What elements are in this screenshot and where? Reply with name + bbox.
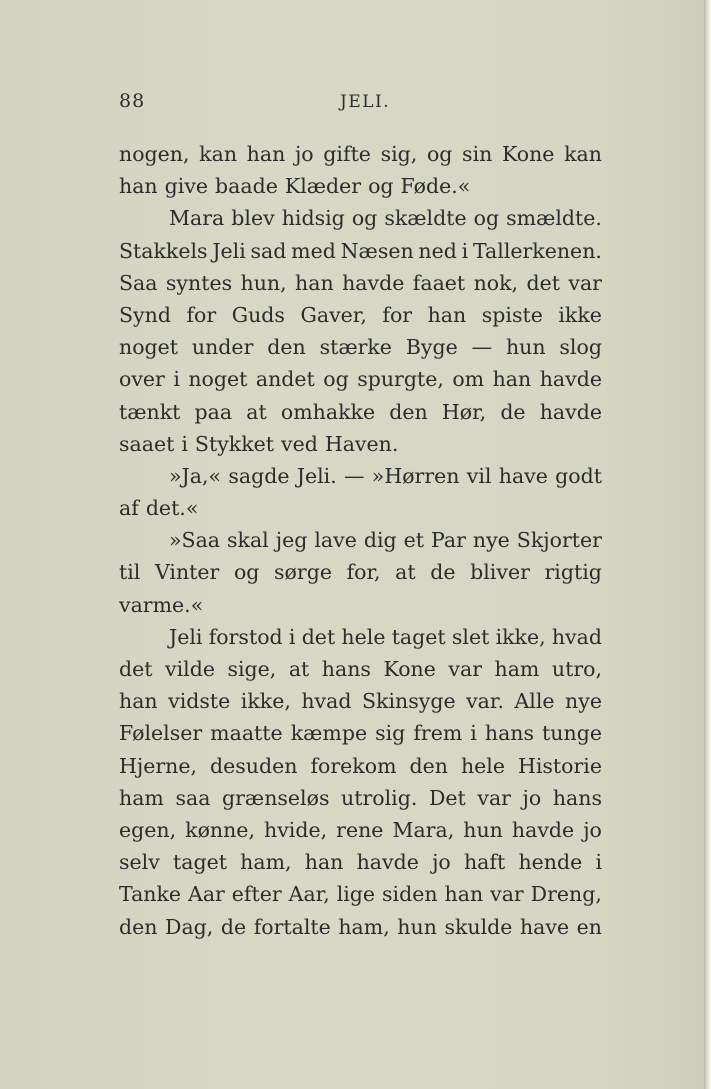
word: Kone bbox=[501, 142, 555, 166]
word: Det bbox=[428, 785, 466, 810]
word: han bbox=[295, 270, 334, 295]
word: stærke bbox=[319, 335, 392, 360]
text-line bbox=[119, 138, 602, 170]
word: slet bbox=[451, 624, 490, 649]
word: kan bbox=[564, 142, 602, 166]
word: at bbox=[246, 399, 267, 424]
word: jo bbox=[583, 817, 602, 842]
word: han bbox=[119, 174, 158, 199]
word: den bbox=[389, 399, 428, 424]
word: ikke, bbox=[495, 624, 546, 649]
word: havde bbox=[342, 270, 405, 295]
word: Tallerkenen. bbox=[472, 238, 602, 263]
word: Saa bbox=[119, 270, 158, 295]
word: og bbox=[323, 367, 349, 392]
word: kønne, bbox=[185, 817, 255, 842]
text-line bbox=[119, 911, 602, 943]
word: var bbox=[568, 270, 602, 295]
word: Jeli bbox=[212, 238, 246, 263]
word: ham bbox=[119, 785, 164, 810]
word: Stakkels bbox=[119, 238, 208, 263]
word: »Hørren bbox=[371, 463, 460, 488]
word: Mara, bbox=[392, 817, 455, 842]
text-line bbox=[119, 524, 602, 556]
word: tunge bbox=[542, 721, 602, 746]
text-line bbox=[119, 396, 602, 428]
word: var bbox=[448, 657, 482, 681]
word: skældte bbox=[384, 206, 467, 231]
word: noget bbox=[119, 335, 179, 360]
word: havde bbox=[539, 367, 602, 392]
word: jo bbox=[522, 785, 542, 810]
word: for bbox=[186, 302, 217, 327]
word: hun bbox=[505, 335, 546, 360]
text-line bbox=[119, 202, 602, 234]
word: den bbox=[119, 914, 158, 939]
word: sige, bbox=[227, 657, 277, 681]
word: ikke, bbox=[240, 689, 291, 714]
word: spiste bbox=[481, 302, 543, 327]
word: ham bbox=[494, 657, 540, 681]
word: Aar bbox=[188, 882, 225, 907]
word: smældte. bbox=[506, 206, 602, 231]
word: det bbox=[301, 624, 336, 649]
word: nogen, bbox=[119, 142, 190, 166]
word: slog bbox=[559, 335, 602, 360]
word: Dag, bbox=[165, 914, 214, 939]
running-head: JELI. bbox=[340, 92, 391, 112]
word: de bbox=[500, 399, 526, 424]
word: rene bbox=[336, 817, 384, 842]
word: Alle bbox=[514, 689, 555, 714]
text-line bbox=[119, 170, 602, 202]
word: hans bbox=[321, 657, 371, 681]
word: blev bbox=[231, 206, 275, 231]
word: sad bbox=[250, 238, 287, 263]
word: over bbox=[119, 367, 165, 392]
page-number: 88 bbox=[119, 90, 146, 112]
word: fortalte bbox=[253, 914, 331, 939]
word: jeg bbox=[275, 528, 308, 553]
word: var bbox=[477, 785, 511, 810]
word: havde bbox=[511, 817, 575, 842]
text-line bbox=[119, 460, 602, 492]
word: Føde.« bbox=[400, 174, 471, 199]
word: den bbox=[267, 335, 306, 360]
word: Næsen bbox=[340, 238, 414, 263]
word: han bbox=[246, 142, 286, 166]
word: og bbox=[351, 206, 378, 231]
word: var bbox=[490, 882, 524, 907]
body-text bbox=[119, 138, 602, 943]
word: i bbox=[595, 850, 602, 875]
word: og bbox=[426, 142, 453, 166]
word: sørge bbox=[274, 560, 332, 585]
word: i bbox=[288, 624, 296, 649]
text-line bbox=[119, 846, 602, 878]
text-line bbox=[119, 814, 602, 846]
word: havde bbox=[539, 399, 602, 424]
word: han bbox=[119, 689, 158, 714]
word: hvad bbox=[301, 689, 352, 714]
word: hun, bbox=[240, 270, 287, 295]
word: — bbox=[344, 463, 365, 488]
word: hans bbox=[552, 785, 602, 810]
word: nok, bbox=[473, 270, 519, 295]
word: bliver bbox=[470, 560, 530, 585]
word: sin bbox=[462, 142, 493, 166]
word: de bbox=[430, 560, 456, 585]
text-line bbox=[119, 267, 602, 299]
word: Dreng, bbox=[530, 882, 602, 907]
word: for, bbox=[346, 560, 381, 585]
word: og bbox=[473, 206, 500, 231]
word: hele bbox=[460, 753, 505, 778]
word: Jeli bbox=[169, 624, 203, 649]
text-line bbox=[119, 331, 602, 363]
word: skulde bbox=[444, 914, 513, 939]
word: det.« bbox=[145, 496, 199, 521]
text-line bbox=[119, 235, 602, 267]
word: Synd bbox=[119, 302, 171, 327]
word: Aar, bbox=[288, 882, 330, 907]
word: var. bbox=[466, 689, 504, 714]
text-line bbox=[119, 878, 602, 910]
word: gifte bbox=[323, 142, 371, 166]
word: jo bbox=[294, 142, 314, 166]
word: have bbox=[498, 463, 548, 488]
word: under bbox=[191, 335, 254, 360]
word: taget bbox=[391, 624, 446, 649]
word: ved bbox=[280, 431, 318, 456]
page-edge bbox=[704, 0, 711, 1089]
word: et bbox=[403, 528, 424, 553]
word: Mara bbox=[169, 206, 225, 231]
word: Kone bbox=[383, 657, 436, 681]
word: syntes bbox=[165, 270, 233, 295]
word: hidsig bbox=[281, 206, 345, 231]
word: egen, bbox=[119, 817, 177, 842]
text-line bbox=[119, 299, 602, 331]
word: dig bbox=[363, 528, 397, 553]
word: saa bbox=[175, 785, 211, 810]
word: paa bbox=[194, 399, 233, 424]
word: hans bbox=[484, 721, 535, 746]
word: selv bbox=[119, 850, 160, 875]
word: de bbox=[220, 914, 247, 939]
word: ham, bbox=[240, 850, 292, 875]
word: Vinter bbox=[154, 560, 220, 585]
text-line bbox=[119, 750, 602, 782]
word: det bbox=[526, 270, 560, 295]
word: ned bbox=[418, 238, 457, 263]
word: saaet bbox=[119, 431, 175, 456]
word: lave bbox=[314, 528, 357, 553]
word: Tanke bbox=[119, 882, 182, 907]
word: kæmpe bbox=[290, 721, 368, 746]
word: han bbox=[304, 850, 344, 875]
word: Skinsyge bbox=[362, 689, 456, 714]
word: maatte bbox=[210, 721, 283, 746]
text-line bbox=[119, 685, 602, 717]
text-line bbox=[119, 428, 602, 460]
word: med bbox=[291, 238, 336, 263]
word: Stykket bbox=[194, 431, 274, 456]
word: Jeli. bbox=[296, 463, 337, 488]
word: Gaver, bbox=[300, 302, 367, 327]
word: »Saa bbox=[169, 528, 221, 553]
word: tænkt bbox=[119, 399, 181, 424]
word: — bbox=[471, 335, 493, 360]
word: Haven. bbox=[324, 431, 399, 456]
word: utro, bbox=[551, 657, 602, 681]
word: ikke bbox=[558, 302, 602, 327]
word: nye bbox=[565, 689, 602, 714]
text-line bbox=[119, 492, 602, 524]
word: vilde bbox=[165, 657, 215, 681]
word: frem bbox=[413, 721, 463, 746]
word: sig bbox=[375, 721, 406, 746]
word: hvide, bbox=[264, 817, 328, 842]
word: spurgte, bbox=[357, 367, 444, 392]
text-line bbox=[119, 363, 602, 395]
word: havde bbox=[356, 850, 419, 875]
word: hun bbox=[463, 817, 503, 842]
word: kan bbox=[199, 142, 238, 166]
word: i bbox=[181, 431, 188, 456]
word: sig, bbox=[380, 142, 418, 166]
text-line bbox=[119, 782, 602, 814]
word: Guds bbox=[231, 302, 285, 327]
word: skal bbox=[227, 528, 269, 553]
word: rigtig bbox=[544, 560, 602, 585]
word: faaet bbox=[412, 270, 466, 295]
word: godt bbox=[555, 463, 602, 488]
word: Byge bbox=[405, 335, 458, 360]
word: og bbox=[368, 174, 394, 199]
word: grænseløs bbox=[222, 785, 330, 810]
word: hele bbox=[341, 624, 386, 649]
word: Klæder bbox=[284, 174, 362, 199]
word: han bbox=[444, 882, 484, 907]
word: desuden bbox=[210, 753, 298, 778]
word: en bbox=[576, 914, 602, 939]
page-header bbox=[119, 90, 602, 116]
word: varme.« bbox=[119, 592, 204, 617]
word: Par bbox=[430, 528, 466, 553]
word: haft bbox=[463, 850, 506, 875]
text-line bbox=[119, 589, 602, 621]
word: efter bbox=[231, 882, 282, 907]
word: jo bbox=[432, 850, 451, 875]
word: han bbox=[492, 367, 532, 392]
word: hvad bbox=[551, 624, 602, 649]
word: til bbox=[119, 560, 141, 585]
word: forstod bbox=[208, 624, 283, 649]
word: i bbox=[173, 367, 180, 392]
word: utrolig. bbox=[341, 785, 418, 810]
word: Hjerne, bbox=[119, 753, 198, 778]
word: forekom bbox=[310, 753, 397, 778]
word: Skjorter bbox=[516, 528, 602, 553]
word: Hør, bbox=[441, 399, 487, 424]
word: taget bbox=[173, 850, 227, 875]
word: noget bbox=[188, 367, 248, 392]
word: sagde bbox=[228, 463, 290, 488]
word: af bbox=[119, 496, 139, 521]
text-line bbox=[119, 653, 602, 685]
word: og bbox=[233, 560, 260, 585]
word: for bbox=[382, 302, 413, 327]
word: det bbox=[119, 657, 153, 681]
word: vil bbox=[466, 463, 492, 488]
word: i bbox=[461, 238, 469, 263]
word: Følelser bbox=[119, 721, 203, 746]
word: »Ja,« bbox=[169, 463, 222, 488]
word: i bbox=[470, 721, 477, 746]
word: have bbox=[519, 914, 570, 939]
word: omhakke bbox=[280, 399, 376, 424]
word: hun bbox=[397, 914, 437, 939]
word: den bbox=[409, 753, 448, 778]
word: Historie bbox=[517, 753, 602, 778]
word: andet bbox=[255, 367, 315, 392]
text-line bbox=[119, 556, 602, 588]
word: baade bbox=[215, 174, 278, 199]
word: ham, bbox=[338, 914, 390, 939]
word: at bbox=[288, 657, 310, 681]
word: hende bbox=[518, 850, 583, 875]
text-line bbox=[119, 717, 602, 749]
word: siden bbox=[382, 882, 438, 907]
word: om bbox=[452, 367, 485, 392]
word: nye bbox=[472, 528, 510, 553]
word: lige bbox=[336, 882, 376, 907]
word: han bbox=[427, 302, 467, 327]
word: at bbox=[395, 560, 416, 585]
word: vidste bbox=[168, 689, 231, 714]
word: give bbox=[164, 174, 209, 199]
text-line bbox=[119, 621, 602, 653]
